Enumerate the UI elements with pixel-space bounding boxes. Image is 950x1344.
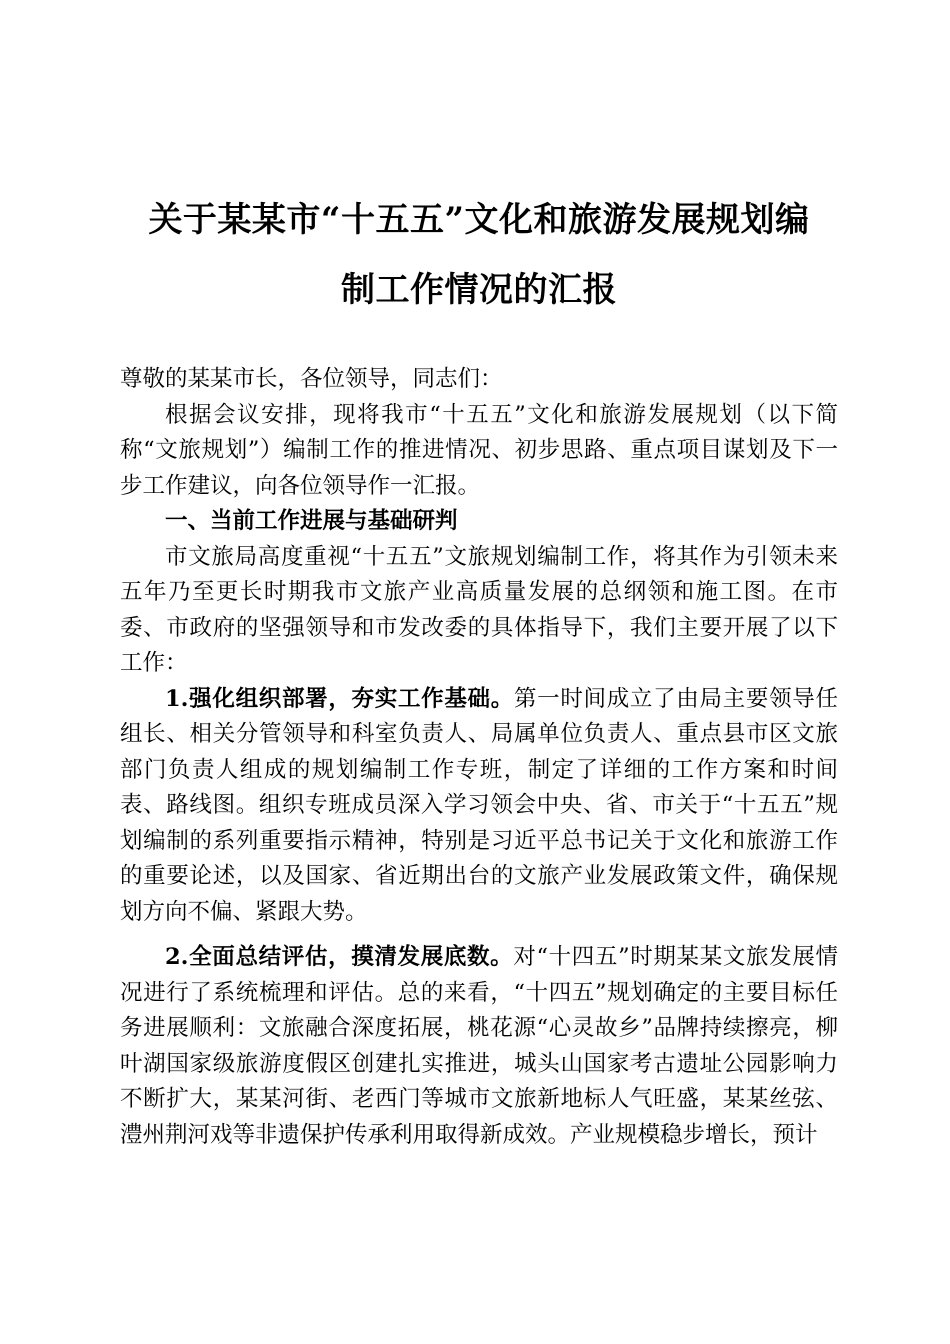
item2-lead: 2.全面总结评估，摸清发展底数。 — [165, 944, 514, 970]
salutation: 尊敬的某某市长，各位领导，同志们： — [120, 366, 503, 392]
section1-paragraph: 市文旅局高度重视“十五五”文旅规划编制工作，将其作为引领未来五年乃至更长时期我市文旅产业高质量发展的总纲领和施工图。在市委、市政府的坚强领导和市发改委的具体指导下，我们主要开展了以下工作： — [120, 543, 838, 676]
document-title-line1: 关于某某市“十五五”文化和旅游发展规划编 — [148, 200, 810, 240]
document-title-line2: 制工作情况的汇报 — [341, 270, 617, 310]
section1-item2 — [120, 940, 838, 1153]
item2-text: 对“十四五”时期某某文旅发展情况进行了系统梳理和评估。总的来看，“十四五”规划确定的主要目标任务进展顺利：文旅融合深度拓展，桃花源“心灵故乡”品牌持续擦亮，柳叶湖国家级旅游度假区创建扎实推进，城头山国家考古遗址公园影响力不断扩大，某某河街、老西门等城市文旅新地标人气旺盛，某某丝弦、澧州荆河戏等非遗保护传承利用取得新成效。产业规模稳步增长，预计 — [120, 944, 838, 1148]
intro-paragraph: 根据会议安排，现将我市“十五五”文化和旅游发展规划（以下简称“文旅规划”）编制工作的推进情况、初步思路、重点项目谋划及下一步工作建议，向各位领导作一汇报。 — [120, 401, 838, 499]
section1-heading: 一、当前工作进展与基础研判 — [165, 508, 458, 534]
item1-text: 第一时间成立了由局主要领导任组长、相关分管领导和科室负责人、局属单位负责人、重点县市区文旅部门负责人组成的规划编制工作专班，制定了详细的工作方案和时间表、路线图。组织专班成员深入学习领会中央、省、市关于“十五五”规划编制的系列重要指示精神，特别是习近平总书记关于文化和旅游工作的重要论述，以及国家、省近期出台的文旅产业发展政策文件，确保规划方向不偏、紧跟大势。 — [120, 685, 838, 925]
section1-item1 — [120, 682, 838, 931]
item1-lead: 1.强化组织部署，夯实工作基础。 — [165, 685, 514, 712]
document-body — [120, 362, 838, 1153]
